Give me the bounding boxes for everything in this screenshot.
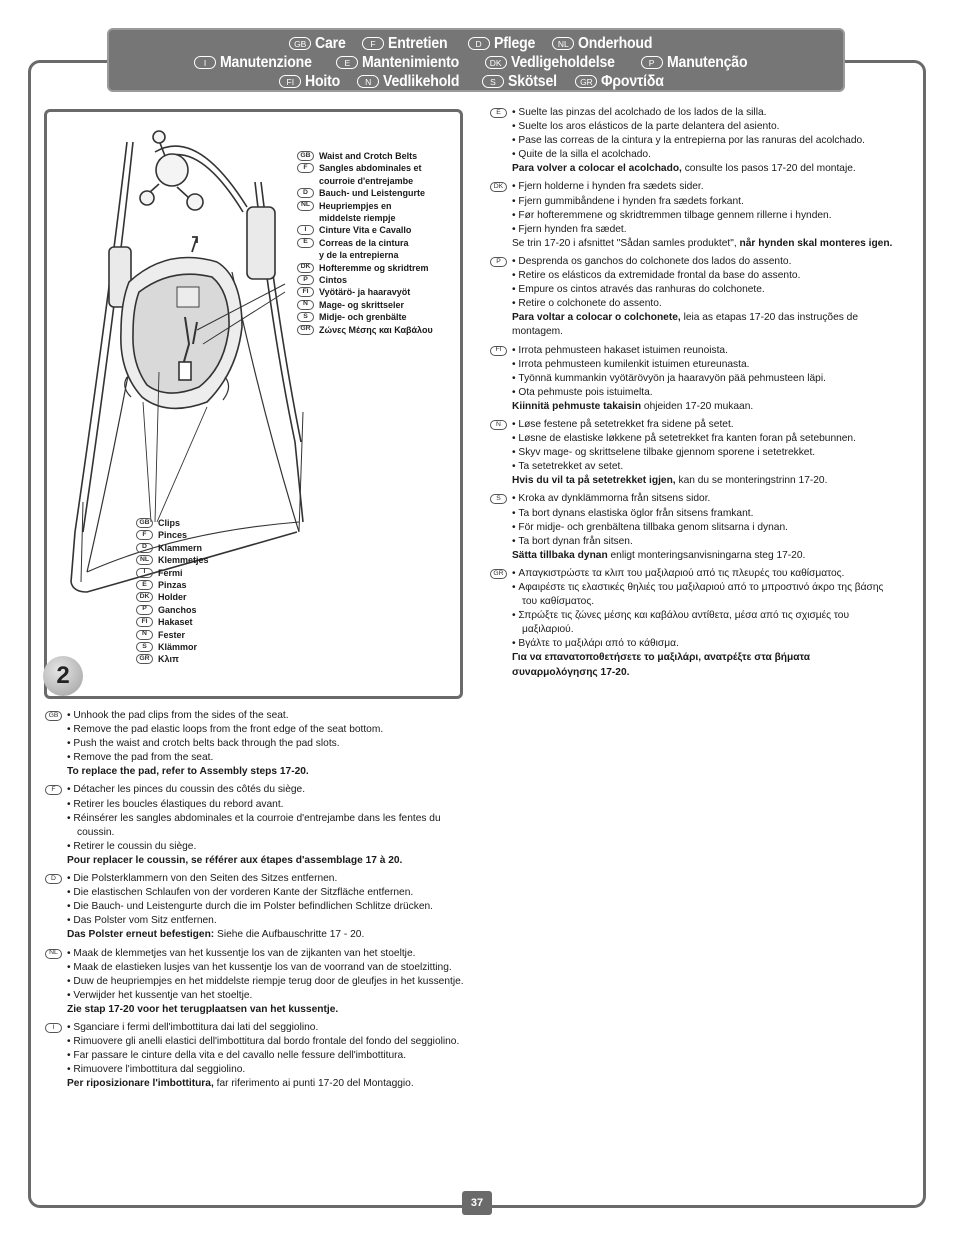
language-code-icon: NL (552, 37, 574, 50)
instruction-step: • Suelte los aros elásticos de la parte delantera del asiento. (512, 120, 895, 134)
header-title: Vedlikehold (383, 72, 460, 90)
instruction-block (490, 418, 895, 488)
note-text: kan du se monteringstrinn 17-20. (675, 475, 828, 487)
language-code-icon: NL (45, 949, 62, 959)
language-code-icon: E (490, 108, 507, 118)
language-code-icon: F (297, 163, 314, 173)
legend-row (136, 567, 209, 579)
legend-row (297, 324, 433, 336)
header-title: Skötsel (507, 72, 557, 90)
language-code-icon: P (297, 275, 314, 285)
legend-label: Fester (158, 629, 186, 640)
legend-label: Bauch- und Leistengurte (319, 188, 426, 199)
note-bold: Zie stap 17-20 voor het terugplaatsen van het kussentje. (67, 1003, 339, 1015)
legend-label: Ganchos (158, 604, 197, 615)
header-item (357, 73, 470, 91)
language-code-icon: GB (289, 37, 311, 50)
legend-label: Midje- och grenbälte (319, 312, 407, 323)
instruction-block (45, 709, 465, 779)
header-row (109, 53, 843, 72)
legend-row (297, 200, 433, 225)
note-bold: når hynden skal monteres igen. (739, 237, 893, 249)
language-code-icon: I (194, 56, 216, 69)
language-code-icon: FI (490, 346, 507, 356)
instruction-step: • Empure os cintos através das ranhuras do colchonete. (512, 283, 895, 297)
instruction-step: • Irrota pehmusteen kumilenkit istuimen etureunasta. (512, 358, 895, 372)
legend-label: Klemmetjes (158, 555, 209, 566)
header-row (109, 34, 843, 53)
header-item (279, 73, 345, 91)
language-code-icon: N (357, 75, 379, 88)
instruction-step: • Maak de klemmetjes van het kussentje los van de zijkanten van het stoeltje. (67, 947, 465, 961)
note-text: consulte los pasos 17-20 del montaje. (681, 163, 856, 175)
legend-label: Correas de la cintura y de la entrepierna (319, 237, 409, 261)
language-code-icon: F (136, 530, 153, 540)
instruction-step: • Suelte las pinzas del acolchado de los lados de la silla. (512, 106, 895, 120)
instruction-step: • Retire os elásticos da extremidade frontal da base do assento. (512, 269, 895, 283)
instruction-step: • Remove the pad from the seat. (67, 751, 465, 765)
instruction-step: • Duw de heupriempjes en het middelste riempje terug door de gleufjes in het kussentje. (67, 975, 465, 989)
legend-row (136, 529, 209, 541)
instruction-step: • Skyv mage- og skrittselene tilbake gjennom sporene i setetrekket. (512, 446, 895, 460)
header-title: Onderhoud (578, 34, 653, 52)
legend-row (136, 629, 209, 641)
instruction-step: • Das Polster vom Sitz entfernen. (67, 914, 465, 928)
instruction-note (512, 651, 895, 679)
legend-row (297, 299, 433, 311)
instruction-note (512, 311, 895, 339)
language-code-icon: GB (136, 518, 153, 528)
legend-label: Klämmor (158, 642, 198, 653)
instruction-step: • Die Polsterklammern von den Seiten des Sitzes entfernen. (67, 872, 465, 886)
legend-label: Vyötärö- ja haaravyöt (319, 287, 411, 298)
instruction-step: • Ta setetrekket av setet. (512, 460, 895, 474)
legend-row (297, 311, 433, 323)
legend-row (136, 604, 209, 616)
instruction-note (67, 765, 465, 779)
instruction-step: • Βγάλτε το μαξιλάρι από το κάθισμα. (512, 637, 895, 651)
instruction-note (512, 400, 895, 414)
legend-label: Cinture Vita e Cavallo (319, 225, 412, 236)
instruction-step: • Rimuovere gli anelli elastici dell'imbottitura dal bordo frontale del fondo del seggiolino. (67, 1035, 465, 1049)
instruction-step: • Die elastischen Schlaufen von der vorderen Kante der Sitzfläche entfernen. (67, 886, 465, 900)
note-text: leia as etapas 17-20 das instruções de montagem. (512, 312, 858, 338)
header-item (289, 35, 350, 53)
header-item (482, 73, 564, 91)
legend-row (136, 579, 209, 591)
language-code-icon: I (297, 225, 314, 235)
header-title: Manutenção (666, 53, 747, 71)
language-code-icon: D (297, 188, 314, 198)
instruction-step: • Détacher les pinces du coussin des côtés du siège. (67, 783, 465, 797)
language-code-icon: E (136, 580, 153, 590)
legend-label: Cintos (319, 275, 347, 286)
language-code-icon: S (136, 642, 153, 652)
note-bold: Pour replacer le coussin, se référer aux étapes d'assemblage 17 à 20. (67, 854, 403, 866)
header-item (194, 54, 324, 72)
instruction-step: • Réinsérer les sangles abdominales et la courroie d'entrejambe dans les fentes du coussin. (67, 812, 465, 840)
legend-label: Heupriempjes en middelste riempje (319, 200, 396, 224)
instruction-step: • Työnnä kummankin vyötärövyön ja haaravyön pää pehmusteen läpi. (512, 372, 895, 386)
language-code-icon: DK (297, 263, 314, 273)
legend-label: Pinces (158, 530, 188, 541)
instruction-step: • Remove the pad elastic loops from the front edge of the seat bottom. (67, 723, 465, 737)
instruction-step: • Før hofteremmene og skridtremmen tilbage gennem rillerne i hynden. (512, 209, 895, 223)
instruction-step: • Maak de elastieken lusjes van het kussentje los van de voorrand van de stoelzitting. (67, 961, 465, 975)
instruction-note (512, 474, 895, 488)
note-bold: Kiinnitä pehmuste takaisin (512, 400, 642, 412)
legend-row (297, 286, 433, 298)
instruction-step: • Kroka av dynklämmorna från sitsens sidor. (512, 492, 895, 506)
language-code-icon: P (641, 56, 663, 69)
instruction-note (67, 854, 465, 868)
instruction-step: • Die Bauch- und Leistengurte durch die im Polster befindlichen Schlitze drücken. (67, 900, 465, 914)
instruction-step: • Løse festene på setetrekket fra sidene på setet. (512, 418, 895, 432)
instruction-note (512, 237, 895, 251)
language-code-icon: P (490, 257, 507, 267)
language-code-icon: N (297, 300, 314, 310)
section-header (107, 28, 845, 92)
note-text: Siehe die Aufbauschritte 17 - 20. (214, 929, 365, 941)
legend-label: Waist and Crotch Belts (319, 151, 418, 161)
header-item (641, 54, 758, 72)
instruction-block (45, 872, 465, 942)
legend-label: Hofteremme og skridtrem (319, 262, 429, 273)
legend-row (136, 554, 209, 566)
legend-row (297, 274, 433, 286)
language-code-icon: I (45, 1023, 62, 1033)
language-code-icon: GB (45, 711, 62, 721)
instruction-block (490, 344, 895, 414)
language-code-icon: N (136, 630, 153, 640)
note-bold: Para voltar a colocar o colchonete, (512, 312, 681, 324)
language-code-icon: D (136, 543, 153, 553)
instructions-right-column (490, 106, 895, 684)
instruction-step: • Desprenda os ganchos do colchonete dos lados do assento. (512, 255, 895, 269)
instruction-block (45, 1021, 465, 1091)
legend-label: Κλιπ (158, 654, 179, 665)
note-bold: Para volver a colocar el acolchado, (512, 163, 682, 175)
language-code-icon: FI (297, 287, 314, 297)
legend-label: Clips (158, 518, 181, 528)
legend-row (136, 653, 209, 665)
instruction-step: • Ta bort dynans elastiska öglor från sitsens framkant. (512, 507, 895, 521)
legend-row (136, 641, 209, 653)
header-title: Care (315, 34, 346, 52)
language-code-icon: FI (279, 75, 301, 88)
legend-label: Hakaset (158, 617, 193, 628)
instruction-step: • Σπρώξτε τις ζώνες μέσης και καβάλου αντίθετα, μέσα από τις σχισμές του μαξιλαριού. (512, 609, 895, 637)
language-code-icon: GR (575, 75, 597, 88)
belts-legend (297, 150, 433, 336)
language-code-icon: I (136, 568, 153, 578)
header-title: Vedligeholdelse (510, 53, 615, 71)
instruction-step: • Fjern hynden fra sædet. (512, 223, 895, 237)
header-item (362, 35, 456, 53)
header-item (575, 73, 672, 91)
legend-row (297, 162, 433, 187)
legend-label: Fermi (158, 567, 183, 578)
instruction-step: • Rimuovere l'imbottitura dal seggiolino. (67, 1063, 465, 1077)
header-title: Mantenimiento (362, 53, 460, 71)
instruction-note (512, 549, 895, 563)
instruction-step: • Far passare le cinture della vita e del cavallo nelle fessure dell'imbottitura. (67, 1049, 465, 1063)
note-bold: Hvis du vil ta på setetrekket igjen, (512, 475, 676, 487)
language-code-icon: DK (136, 592, 153, 602)
header-title: Manutenzione (220, 53, 312, 71)
language-code-icon: D (468, 37, 490, 50)
instruction-step: • För midje- och grenbältena tillbaka genom slitsarna i dynan. (512, 521, 895, 535)
instruction-step: • Unhook the pad clips from the sides of the seat. (67, 709, 465, 723)
note-bold: Sätta tillbaka dynan (512, 549, 608, 561)
language-code-icon: GR (136, 654, 153, 664)
legend-row (136, 542, 209, 554)
instruction-step: • Απαγκιστρώστε τα κλιπ του μαξιλαριού από τις πλευρές του καθίσματος. (512, 567, 895, 581)
legend-label: Ζώνες Μέσης και Καβάλου (319, 324, 433, 335)
legend-label: Holder (158, 592, 187, 603)
instruction-note (512, 162, 895, 176)
language-code-icon: S (482, 75, 504, 88)
language-code-icon: GR (490, 569, 507, 579)
language-code-icon: NL (297, 201, 314, 211)
step-number-badge: 2 (43, 656, 83, 696)
header-title: Pflege (493, 34, 535, 52)
instruction-step: • Sganciare i fermi dell'imbottitura dai lati del seggiolino. (67, 1021, 465, 1035)
language-code-icon: S (297, 312, 314, 322)
legend-label: Mage- og skrittseler (319, 299, 405, 310)
note-bold: To replace the pad, refer to Assembly steps 17-20. (67, 766, 309, 778)
instruction-step: • Retire o colchonete do assento. (512, 297, 895, 311)
instruction-step: • Αφαιρέστε τις ελαστικές θηλιές του μαξιλαριού από το μπροστινό άκρο της βάσης του καθίσματος. (512, 581, 895, 609)
legend-label: Pinzas (158, 580, 187, 591)
instruction-step: • Fjern gummibåndene i hynden fra sædets forkant. (512, 195, 895, 209)
legend-row (297, 187, 433, 199)
header-title: Φροντίδα (601, 72, 665, 90)
illustration-panel (44, 109, 463, 699)
instruction-block (490, 180, 895, 250)
legend-row (297, 262, 433, 274)
instruction-block (490, 106, 895, 176)
legend-row (136, 616, 209, 628)
instruction-step: • Pase las correas de la cintura y la entrepierna por las ranuras del acolchado. (512, 134, 895, 148)
language-code-icon: DK (490, 182, 507, 192)
instruction-block (490, 255, 895, 340)
language-code-icon: E (336, 56, 358, 69)
note-text: far riferimento ai punti 17-20 del Montaggio. (213, 1078, 414, 1090)
instruction-note (67, 928, 465, 942)
language-code-icon: N (490, 420, 507, 430)
instruction-block (45, 783, 465, 868)
header-item (552, 35, 662, 53)
header-item (485, 54, 629, 72)
language-code-icon: GB (297, 151, 314, 161)
note-bold: Das Polster erneut befestigen: (67, 929, 215, 941)
instruction-block (490, 567, 895, 680)
instruction-step: • Retirer les boucles élastiques du rebord avant. (67, 798, 465, 812)
instruction-step: • Verwijder het kussentje van het stoeltje. (67, 989, 465, 1003)
legend-row (297, 150, 433, 162)
language-code-icon: P (136, 605, 153, 615)
language-code-icon: NL (136, 555, 153, 565)
language-code-icon: E (297, 238, 314, 248)
language-code-icon: D (45, 874, 62, 884)
note-text: ohjeiden 17-20 mukaan. (641, 400, 754, 412)
legend-label: Klammern (158, 542, 203, 553)
header-row (109, 72, 843, 91)
legend-row (297, 224, 433, 236)
language-code-icon: FI (136, 617, 153, 627)
instruction-step: • Retirer le coussin du siège. (67, 840, 465, 854)
legend-row (136, 517, 209, 529)
note-text: enligt monteringsanvisningarna steg 17-20. (607, 549, 806, 561)
header-title: Entretien (387, 34, 448, 52)
note-text: Se trin 17-20 i afsnittet "Sådan samles produktet", (512, 237, 740, 249)
language-code-icon: GR (297, 325, 314, 335)
note-bold: Per riposizionare l'imbottitura, (67, 1078, 214, 1090)
language-code-icon: S (490, 494, 507, 504)
instruction-step: • Irrota pehmusteen hakaset istuimen reunoista. (512, 344, 895, 358)
instruction-note (67, 1077, 465, 1091)
instruction-step: • Push the waist and crotch belts back through the pad slots. (67, 737, 465, 751)
instruction-step: • Ota pehmuste pois istuimelta. (512, 386, 895, 400)
note-bold: Για να επανατοποθετήσετε το μαξιλάρι, ανατρέξτε στα βήματα συναρμολόγησης 17-20. (512, 652, 811, 678)
instruction-block (45, 947, 465, 1017)
instruction-block (490, 492, 895, 562)
instruction-note (67, 1003, 465, 1017)
instruction-step: • Fjern holderne i hynden fra sædets sider. (512, 180, 895, 194)
header-title: Hoito (305, 72, 341, 90)
instruction-step: • Ta bort dynan från sitsen. (512, 535, 895, 549)
clips-legend (136, 517, 209, 666)
language-code-icon: DK (485, 56, 507, 69)
page-number: 37 (462, 1191, 492, 1215)
instruction-step: • Løsne de elastiske løkkene på setetrekket fra kanten foran på setebunnen. (512, 432, 895, 446)
header-item (336, 54, 472, 72)
language-code-icon: F (45, 785, 62, 795)
legend-row (136, 591, 209, 603)
instructions-left-column (45, 709, 465, 1095)
language-code-icon: F (362, 37, 384, 50)
instruction-step: • Quite de la silla el acolchado. (512, 148, 895, 162)
legend-label: Sangles abdominales et courroie d'entrejambe (319, 163, 422, 186)
header-item (468, 35, 541, 53)
legend-row (297, 237, 433, 262)
